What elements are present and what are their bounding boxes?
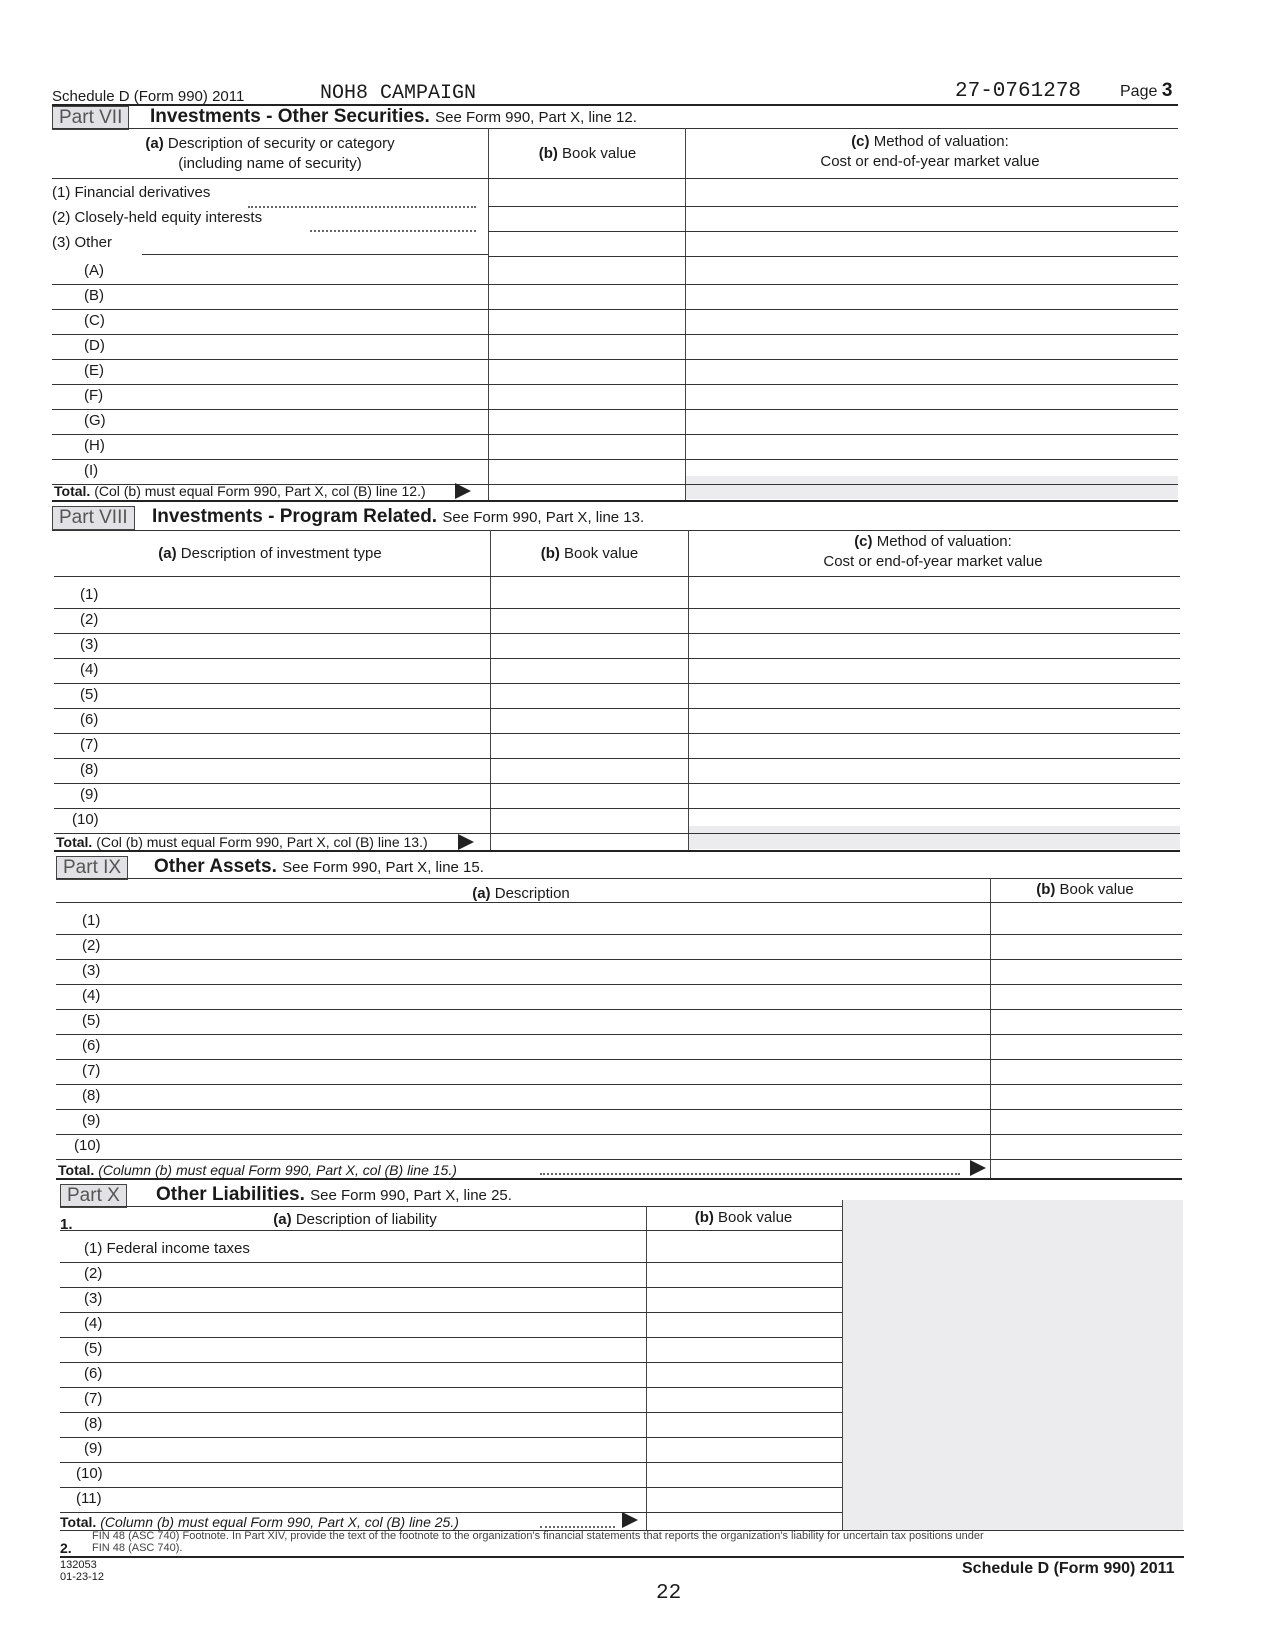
part7-subrow-rule — [52, 309, 1178, 310]
part8-row-label: (4) — [80, 661, 99, 678]
part10-row-rule — [60, 1312, 842, 1313]
part8-row-label: (2) — [80, 611, 99, 628]
part8-divider-c — [688, 530, 689, 850]
page-number: 3 — [1161, 80, 1173, 101]
part8-row-label: (5) — [80, 686, 99, 703]
part7-col-a-header: (a) Description of security or category (including name of security) — [145, 135, 395, 172]
part10-row-rule — [60, 1387, 842, 1388]
part7-subrow-label: (E) — [84, 362, 104, 379]
part8-row-rule — [54, 758, 1180, 759]
part7-subrow-rule — [52, 459, 1178, 460]
part10-row-label: (3) — [84, 1290, 103, 1307]
part10-see: See Form 990, Part X, line 25. — [310, 1187, 512, 1204]
part9-row-label: (9) — [82, 1112, 101, 1129]
part8-col-a-header: (a) Description of investment type — [158, 545, 382, 562]
part10-line2-label: 2. — [60, 1540, 72, 1556]
part7-label: Part VII — [52, 106, 129, 130]
part10-row-rule — [60, 1337, 842, 1338]
part9-row-rule — [56, 1134, 1182, 1135]
part7-col-c-header: (c) Method of valuation: Cost or end-of-year market value — [820, 133, 1040, 170]
part8-head-rule — [52, 530, 1180, 531]
part10-row-rule — [60, 1287, 842, 1288]
part8-row-label: (1) — [80, 586, 99, 603]
part8-title-text: Investments - Program Related. — [152, 506, 438, 527]
part8-col-c-header: (c) Method of valuation: Cost or end-of-year market value — [823, 533, 1043, 570]
part10-total-leader — [540, 1526, 615, 1528]
part10-row-rule — [60, 1487, 842, 1488]
part10-divider-b — [646, 1206, 647, 1530]
part9-row-rule — [56, 934, 1182, 935]
part7-header-bottom-rule — [52, 178, 1178, 179]
part9-row-rule — [56, 1009, 1182, 1010]
page-stamp: 22 — [656, 1582, 682, 1605]
part8-row-label: (3) — [80, 636, 99, 653]
part9-title — [154, 856, 484, 878]
part10-row-label: (7) — [84, 1390, 103, 1407]
part8-row-rule — [54, 683, 1180, 684]
part9-see: See Form 990, Part X, line 15. — [282, 859, 484, 876]
part7-title — [150, 106, 637, 128]
part7-subrow-rule — [52, 434, 1178, 435]
part8-shaded-total — [689, 826, 1180, 849]
part7-divider-c — [685, 128, 686, 500]
part8-col-b-header: (b) Book value — [540, 545, 639, 562]
part9-total-arrow-icon — [970, 1160, 986, 1176]
part8-label: Part VIII — [52, 506, 135, 530]
part8-row-label: (8) — [80, 761, 99, 778]
part7-subrow-label: (C) — [84, 312, 105, 329]
part7-subrow-label: (G) — [84, 412, 106, 429]
part7-subrow-rule — [52, 284, 1178, 285]
part10-row-label: (10) — [76, 1465, 103, 1482]
part8-bottom-rule — [54, 850, 1180, 852]
part7-other-entry-line — [142, 254, 488, 255]
part7-subrow-rule — [52, 334, 1178, 335]
part7-row-label: (1) Financial derivatives — [52, 184, 211, 201]
part10-total: Total. (Column (b) must equal Form 990, Part X, col (B) line 25.) — [60, 1514, 459, 1530]
part9-bottom-rule — [56, 1178, 1182, 1180]
part8-row-rule — [54, 608, 1180, 609]
part8-row-label: (6) — [80, 711, 99, 728]
part10-row-label: (8) — [84, 1415, 103, 1432]
part7-row-rule — [488, 231, 1178, 232]
part7-col-b-header: (b) Book value — [538, 145, 637, 162]
part10-row-rule — [60, 1262, 842, 1263]
part7-subrow-label: (B) — [84, 287, 104, 304]
footer-form-label: Schedule D (Form 990) 2011 — [962, 1560, 1175, 1577]
part9-row-rule — [56, 1159, 1182, 1160]
part9-row-label: (1) — [82, 912, 101, 929]
part10-row-label: (5) — [84, 1340, 103, 1357]
part10-title — [156, 1184, 512, 1206]
part8-row-rule — [54, 783, 1180, 784]
part7-subrow-rule — [52, 384, 1178, 385]
part10-row-label: (2) — [84, 1265, 103, 1282]
footer-rule — [60, 1556, 1184, 1558]
part8-row-rule — [54, 633, 1180, 634]
part10-title-text: Other Liabilities. — [156, 1184, 305, 1205]
part7-total: Total. (Col (b) must equal Form 990, Part X, col (B) line 12.) — [54, 483, 426, 499]
part8-row-label: (9) — [80, 786, 99, 803]
part7-divider-b — [488, 128, 489, 500]
part8-total-arrow-icon — [458, 834, 474, 850]
part10-line2-text-b: FIN 48 (ASC 740). — [92, 1542, 183, 1554]
part8-row-rule — [54, 708, 1180, 709]
part7-bottom-rule — [52, 500, 1178, 502]
part10-row-rule — [60, 1362, 842, 1363]
part9-row-rule — [56, 1084, 1182, 1085]
part9-row-label: (10) — [74, 1137, 101, 1154]
part9-row-label: (5) — [82, 1012, 101, 1029]
part9-row-label: (4) — [82, 987, 101, 1004]
part10-col-b-header: (b) Book value — [694, 1209, 793, 1226]
part9-row-rule — [56, 984, 1182, 985]
ein: 27-0761278 — [955, 80, 1082, 103]
page-indicator — [1120, 80, 1172, 102]
part9-label: Part IX — [56, 856, 128, 880]
part10-row-label: (4) — [84, 1315, 103, 1332]
part9-row-rule — [56, 1059, 1182, 1060]
part10-head-rule — [60, 1206, 842, 1207]
part10-row-rule — [60, 1462, 842, 1463]
part8-title — [152, 506, 644, 528]
part7-subrow-label: (A) — [84, 262, 104, 279]
part9-row-rule — [56, 1109, 1182, 1110]
part8-total: Total. (Col (b) must equal Form 990, Part X, col (B) line 13.) — [56, 834, 428, 850]
part9-row-label: (7) — [82, 1062, 101, 1079]
part8-row-label: (7) — [80, 736, 99, 753]
part9-head-rule — [56, 878, 1182, 879]
part10-row-label: (1) Federal income taxes — [84, 1240, 250, 1257]
part7-see: See Form 990, Part X, line 12. — [435, 109, 637, 126]
part7-row-rule — [488, 206, 1178, 207]
part10-row-rule — [60, 1412, 842, 1413]
part10-shaded-area — [843, 1200, 1183, 1530]
part8-see: See Form 990, Part X, line 13. — [442, 509, 645, 526]
part10-row-label: (6) — [84, 1365, 103, 1382]
part10-divider-c — [842, 1200, 843, 1530]
part8-header-bottom-rule — [54, 576, 1180, 577]
part10-header-bottom-rule — [60, 1230, 842, 1231]
part10-row-rule — [60, 1512, 842, 1513]
part7-total-arrow-icon — [455, 483, 471, 499]
part10-row-label: (9) — [84, 1440, 103, 1457]
part7-subrow-label: (I) — [84, 462, 99, 479]
part7-subrow-label: (D) — [84, 337, 105, 354]
part7-subrow-label: (H) — [84, 437, 105, 454]
organization-name: NOH8 CAMPAIGN — [320, 82, 477, 105]
part9-col-a-header: (a) Description — [472, 885, 570, 902]
part9-row-label: (3) — [82, 962, 101, 979]
part9-header-bottom-rule — [56, 902, 1182, 903]
part8-row-label: (10) — [72, 811, 99, 828]
part9-col-b-header: (b) Book value — [1036, 881, 1134, 898]
part9-row-rule — [56, 1034, 1182, 1035]
part9-row-label: (6) — [82, 1037, 101, 1054]
part8-row-rule — [54, 658, 1180, 659]
part10-col-a-header: (a) Description of liability — [273, 1211, 437, 1228]
part7-row2-leader — [310, 230, 476, 232]
schedule-label: Schedule D (Form 990) 2011 — [52, 88, 245, 105]
part9-total-leader — [540, 1173, 960, 1175]
part10-line1-label: 1. — [60, 1216, 73, 1233]
part9-row-label: (2) — [82, 937, 101, 954]
part9-row-label: (8) — [82, 1087, 101, 1104]
part10-row-rule — [60, 1437, 842, 1438]
part7-subrow-rule — [52, 359, 1178, 360]
part8-divider-b — [490, 530, 491, 850]
part7-subrow-label: (F) — [84, 387, 104, 404]
footer-code: 132053 01-23-12 — [60, 1559, 105, 1583]
part7-subrow-rule — [52, 409, 1178, 410]
part7-row-label: (3) Other — [52, 234, 113, 251]
part10-total-arrow-icon — [622, 1512, 638, 1528]
page-label: Page — [1120, 83, 1158, 100]
part7-shaded-total — [686, 476, 1178, 499]
part7-head-rule — [52, 128, 1178, 129]
part10-row-label: (11) — [76, 1490, 102, 1507]
part9-row-rule — [56, 959, 1182, 960]
part9-total: Total. (Column (b) must equal Form 990, Part X, col (B) line 15.) — [58, 1162, 457, 1178]
part8-row-rule — [54, 733, 1180, 734]
part7-row-label: (2) Closely-held equity interests — [52, 209, 263, 226]
part7-title-text: Investments - Other Securities. — [150, 106, 430, 127]
part9-divider-b — [990, 878, 991, 1178]
part7-row-rule — [488, 256, 1178, 257]
part7-row1-leader — [248, 206, 476, 208]
part10-line2-text-a: FIN 48 (ASC 740) Footnote. In Part XIV, provide the text of the footnote to the organization's financial statements that reports the organization's liability for uncertain tax positions under — [92, 1530, 984, 1542]
part8-row-rule — [54, 808, 1180, 809]
part9-title-text: Other Assets. — [154, 856, 277, 877]
part10-label: Part X — [60, 1184, 127, 1208]
